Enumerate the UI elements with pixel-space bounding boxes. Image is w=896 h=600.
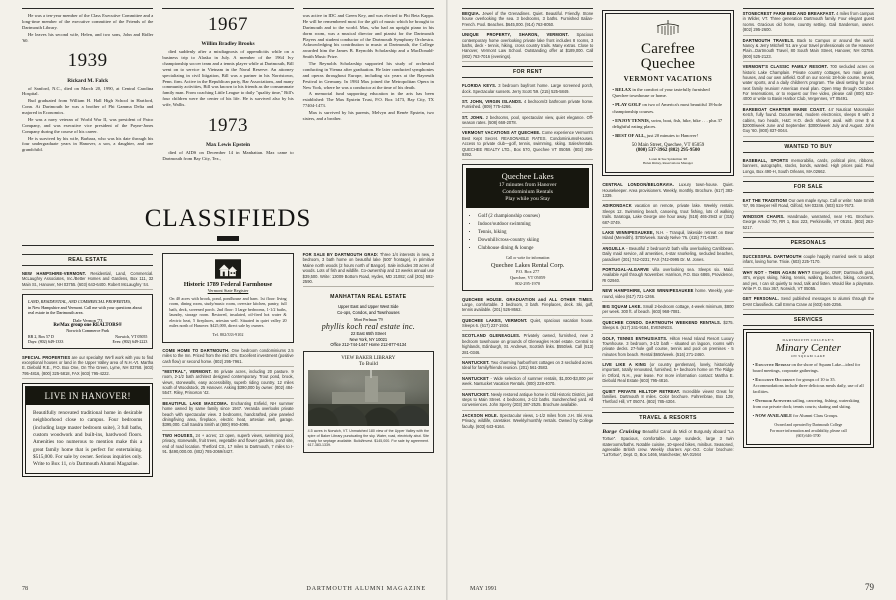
quechee-lakes-header	[466, 168, 589, 207]
classified-ad[interactable]	[162, 367, 293, 399]
ad-lead: QUECHEE HOUSE. GRADUATION and ALL OTHER TIMES.	[462, 296, 594, 302]
column-rule	[162, 8, 293, 9]
agency-phone-eves[interactable]: Eves: (802) 649-2223	[112, 338, 148, 344]
classified-ad[interactable]	[602, 265, 733, 286]
ad-body: - Wide selection of summer rentals, $1,000-$3,000 per week. Nantucket Vacation Rentals. (800) 228-4070.	[462, 375, 594, 387]
ad-lead: UNIQUE PROPERTY, SHARON, VERMONT.	[462, 32, 569, 38]
ad-body: Enchanting Enfield, NH summer home owned by same family since 1947. Veranda overlooks private beach with spectacular view. 3 bedrooms, handcrafted, pine paneled dining/living area, fireplace, electric heat, artesian well, garage. $395,000. Call Sandra Smith at (800) 950-4095.	[162, 400, 294, 428]
ad-body: 4 miles from campus in Wilder, VT. Three generation Dartmouth family. Four elegant guest rooms. Gracious old home, country setting. Gail Sanderson, owner. (802) 295-2600.	[742, 11, 874, 33]
classified-ad[interactable]	[743, 212, 874, 233]
ad-body: Incredible views! Great for families. Dartmouth 8 miles. Color brochure. Fahrenbrae, Box 129, Thetford Hill, VT 05074. (802) 785-4304.	[602, 388, 734, 405]
ad-body: 2 bedrooms, pool, spectacular view, quiet elegance. Off-season rates. (508) 668-2078.	[462, 114, 594, 126]
ad-lead: ANGUILLA	[602, 245, 625, 251]
classified-ad[interactable]	[743, 268, 874, 295]
classified-ad[interactable]	[462, 390, 593, 411]
agency-name: Re/Max group one REALTORS®	[53, 322, 122, 328]
obit-text: died suddenly after a misdiagnosis of appendicitis while on a business trip to Alaska in July. A member of the 1964 Ivy championship soccer team and a tennis player while at Dartmouth, Bill went on to service in Vietnam in the Naval Reserve. An attorney specializing in civil litigation, Bill was a partner in his Norristown, Penn. firm. Active in the Republican party, Bar Associations, and many community activities, Bill was known to his friends as the consummate family man. From coaching Little League to daily "quality time," Bill's four children were the center of his life. He is survived also by his wife, Wallis.	[162, 49, 294, 108]
ad-body: Send published messages to alumni through the DAM Classifieds. Call Emma Crane at (603) 646-2256.	[742, 296, 874, 307]
carefree-quechee-manager: Helen Rimey, Reservations Manager	[643, 161, 693, 166]
ad-body: 44' Nauticat Motorsailer Ketch, fully found. Documented, modern electronics, sleeps 8 with 3 cabins, two heads, H&C H.O. deck shower; avail. with crew $ & $2000/week June and September. $3000/week July and August. John Guy '60. (800) 837-0044.	[742, 106, 874, 134]
classified-ad[interactable]	[162, 399, 293, 431]
obit-text: A memorial fund supporting education in the arts has been established: The Max Epstein Trust, P.O. Box 1473, Bay City, TX 77404-1473.	[302, 91, 434, 109]
baker-library-photo	[308, 370, 429, 426]
category-heading-personals: PERSONALS	[743, 237, 874, 249]
ad-body: memorabilia, cards, political pins, ribbons, banners, autographs, stocks, bonds, wanted. High prices paid. Paul Longo, Box 490-H, South Orleans, MA 02662.	[742, 157, 874, 174]
ad-column-2	[162, 250, 293, 481]
obit-text: The Reynolds Scholarship supported his study of orchestral conducting in Vienna after graduation. He later conducted symphonies and operas throughout Europe, including six years at the Bayreuth Festival in Germany. In 1984 Max joined the Metropolitan Opera in New York, where he was a conductor at the time of his death.	[302, 61, 434, 90]
ad-lead: BIG SQUAM LAKE.	[602, 303, 642, 309]
ad-lead: EAT THE TRADITION!	[742, 197, 788, 203]
quechee-lakes-display-ad[interactable]	[462, 164, 593, 290]
quechee-lakes-phone[interactable]: 802-295-1970	[515, 280, 541, 286]
ad-lead: SUCCESSFUL DARTMOUTH	[742, 253, 802, 259]
ad-column-4	[462, 8, 593, 460]
amenity-item: • Golf (2 championship courses)	[478, 213, 585, 221]
amenity-item: • Tennis, hiking	[478, 229, 585, 237]
ad-lead: ST. JOHN.	[462, 114, 484, 120]
minary-feature-4: • NOW AVAILABLE for Alumni Class Groups.	[752, 412, 839, 418]
minary-center-display-ad[interactable]	[743, 329, 874, 448]
classified-ad[interactable]	[743, 294, 874, 310]
farmhouse-ad-phone[interactable]: Tel. 802/333-9102	[212, 331, 244, 337]
ad-lead: DARTMOUTH TRAVELS.	[742, 37, 795, 43]
category-heading-manhattan: MANHATTAN REAL ESTATE	[330, 294, 407, 301]
classified-ad[interactable]	[462, 316, 593, 332]
manhattan-agency-logo: phyllis koch real estate inc.	[321, 322, 415, 332]
ad-lead: LAKE WINNIPESAUKEE,	[602, 230, 655, 236]
classified-ad[interactable]	[602, 302, 733, 318]
ad-body: Newly restored antique home in Old Historic District, just steps to Main Street. 4 bedrooms, 2-1/2 baths. Sundrenched yard. All conveniences. John Sperry (203) 387-2525. Brochure available.	[462, 391, 594, 408]
minary-kicker: DARTMOUTH COLLEGE'S	[782, 338, 835, 343]
library-ad-caption: 4.5 acres in Norwich, VT. Unmatched 180 view of the Upper Valley with the spire of Baker Library punctuating the sky. Water, road, electricity abut. Site ready for septage available. Build/invest. $145,000. For sale by agreement. 617-383-1339.	[307, 429, 429, 448]
ad-body: Back to Campus or around the world. Nancy & Jerry Mitchell '51 are your travel professionals on the Hanover Plain...Dartmouth Travel, 80 South Main Street, Hanover, NH 03755. (800) 525-2123.	[742, 37, 874, 59]
quechee-benefit-3: • ENJOY TENNIS, swim, boat, fish, hike, bike . . . plus 37 delightful eating places.	[612, 117, 723, 129]
classified-ad[interactable]	[602, 334, 733, 361]
ad-lead: GET PERSONAL.	[742, 296, 779, 302]
quechee-lakes-amenities	[466, 208, 589, 253]
obituary-column-1	[22, 8, 153, 204]
classified-ad[interactable]	[462, 331, 593, 358]
house-icon	[215, 259, 241, 279]
ad-lead: TWO HOUSES,	[162, 432, 194, 438]
ad-body: Spacious contemporary home overlooking private lake front includes 8 rooms, 3 baths, deck - tennis, hiking, cross country trails. Many extras. Close to Hanover, Vermont Law School. Outstanding offer at $189,000. Call (802) 763-7016 (evenings).	[462, 32, 594, 59]
ad-lead: SPECIAL PROPERTIES	[22, 354, 71, 360]
manhattan-agent-name: Mort Perlman '79	[353, 316, 383, 322]
ad-body: Two charming harborfront cottages on 3 secluded acres. Ideal for family/friends reunion. (201) 561-3583.	[462, 360, 594, 371]
classified-ad[interactable]	[462, 295, 593, 316]
ad-column-5	[602, 8, 733, 460]
ad-lead: PORTUGAL-ALGARVE	[602, 267, 650, 272]
farmhouse-ad-subtitle: Vermont State Register	[207, 288, 249, 293]
left-page-footer	[0, 585, 448, 592]
quechee-benefit-1: • RELAX in the comfort of your tastefully furnished Quechee townhouse or home.	[612, 87, 710, 99]
ad-lead: JACKSON HOLE.	[462, 412, 499, 418]
classifieds-banner	[22, 206, 434, 246]
ad-column-3	[303, 250, 434, 481]
obituaries-section	[22, 8, 434, 204]
obit-text: of Sanford, N.C., died on March 20, 1990, at Central Carolina Hospital.	[22, 85, 154, 97]
classified-ad[interactable]	[462, 374, 593, 390]
class-year-heading: 1939	[67, 50, 108, 72]
benefit-body: in the comfort of your tastefully furnished Quechee townhouse or home.	[612, 87, 710, 99]
ad-lead: BEQUIA.	[462, 11, 481, 16]
ad-body: Energetic, DWF, Dartmouth grad, 40's, enjoys skiing, hiking, tennis, walking, beaches, biking, concerts, and yes, I can sit quietly to read, talk and listen. Would like a playmate. Write P. O. Box 367, Norwich, VT 05055.	[742, 269, 874, 291]
ad-body: Handmade, warranted, near I-91. Brochure. George Arnold '70, RR 1, Box 223, Perkinsville, VT 05151. (802) 263-5217.	[742, 213, 874, 230]
ad-lead: CENTRAL LONDON/BELGRAVIA.	[602, 182, 675, 188]
classified-ad[interactable]	[602, 427, 733, 460]
amenity-item: • Clubhouse dining & lounge	[478, 245, 585, 253]
classified-ad[interactable]	[743, 156, 874, 177]
classified-ad[interactable]	[462, 358, 593, 374]
category-heading-for-sale: FOR SALE	[743, 181, 874, 193]
ad-lead: FOR SALE BY DARTMOUTH GRAD:	[302, 252, 379, 257]
obituary-column-2	[162, 8, 293, 204]
banner-rule	[22, 245, 434, 246]
agent-name: Dale Vernon '73	[72, 317, 103, 323]
ad-lead: NANTUCKET	[462, 375, 489, 381]
ad-body: Hilton Head Island Resort Luxury Townhouse. 3 bedroom, 3-1/2 bath - situated on lagoon, rooms with private decks. 27-hole golf course, tennis and pool on premises - 5 minutes from beach. Rental $650/week. (516) 271-2460.	[602, 335, 734, 357]
carefree-quechee-subtitle: VERMONT VACATIONS	[623, 75, 713, 83]
agency-phone-days[interactable]: Days: (802) 649-1333	[28, 338, 64, 344]
minary-feature-1: • Executive Retreat on the shore of Squam Lake—ideal for board meetings, corporate gatherings.	[752, 362, 861, 374]
left-page-ad-columns	[22, 250, 434, 481]
class-year-heading: 1967	[207, 14, 248, 35]
deceased-name: Max Lewis Epstein	[205, 142, 250, 149]
classified-ad[interactable]	[462, 128, 593, 160]
manhattan-ad-sub1: Upper East and Upper West Side	[338, 304, 399, 310]
quechee-lakes-corp: Quechee Lakes Rental Corp.	[490, 261, 565, 269]
classified-ad[interactable]	[462, 30, 593, 62]
feature-body: for groups of 10 to 35. Accommodations include three delicious meals daily, use of all facilities.	[752, 377, 864, 394]
carefree-quechee-phone[interactable]: (800) 537-3962 (802) 295-9500	[636, 148, 700, 154]
quechee-lakes-call-note: Call or write for information	[505, 255, 550, 260]
amenity-item: • Indoor/outdoor swimming	[478, 221, 585, 229]
category-heading-for-rent: FOR RENT	[462, 66, 593, 78]
quechee-chandelier-icon	[612, 20, 723, 41]
ad-body: 4 bedroom/3 bathroom private home. Furnished. (809) 775-4266.	[462, 98, 594, 110]
classified-ad[interactable]	[462, 411, 593, 431]
ad-body: couple happily married seek to adopt infant, loving home. Trixie. (603) 225-7170.	[742, 253, 874, 265]
quechee-benefit-4: • BEST OF ALL, just 20 minutes to Hanover!	[612, 133, 699, 139]
category-heading-travel-resorts: TRAVEL & RESORTS	[602, 412, 733, 424]
carefree-quechee-address: 50 Main Street, Quechee, VT 05059	[631, 143, 705, 149]
ad-lead: WINDSOR CHAIRS.	[742, 213, 785, 219]
minary-location: ON SQUAM LAKE	[791, 354, 826, 359]
ad-body: 3 bedroom bayfront home. Large screened porch, dock. Spectacular sunsets. Jerry Scott '59. (215) 525-5849.	[462, 83, 594, 94]
ad-body: vacation on remote, private lake. Weekly rentals. Sleeps 12. Swimming beach, canoeing, trout fishing, lots of walking trails. Saratoga, Lake George one hour away. (518) 465-2943 or (315) 687-3749.	[602, 203, 734, 225]
ad-column-1	[22, 250, 153, 481]
classified-ad[interactable]	[602, 228, 733, 244]
ad-lead: BAREBOAT CHARTER MAINE COAST.	[742, 106, 826, 112]
classified-ad[interactable]	[602, 201, 733, 228]
ad-lead: ADIRONDACK	[602, 203, 632, 209]
ad-body: Our own maple syrup. Call or write: Nate Smith '67, 95 Steeper Hill Road, Gilford, NH 03246. (603) 524-7673.	[742, 197, 874, 209]
classified-ad[interactable]	[743, 252, 874, 268]
obit-text: He was a navy veteran of World War II, was president of Patco Company, and was executive vice president of the Payne-Jones Company during the course of his career.	[22, 116, 154, 134]
magazine-name-footer: DARTMOUTH ALUMNI MAGAZINE	[306, 585, 426, 592]
ad-body: $275. Sleeps 6. (617) 241-9184, EVENINGS.	[602, 319, 734, 331]
classified-ad[interactable]	[602, 318, 733, 334]
ad-column-6	[743, 8, 874, 460]
ad-body: villa overlooking sea. Sleeps six. Maid. Available April through November. Harrison, P.O. Box 6865, Providence, RI 02940.	[602, 267, 734, 283]
ad-body: - Beautiful 2 bedroom/2 bath villa overlooking Carribbean. Daily maid service, all amenities, 4-star snorkeling, secluded beaches, paradise!! (301) 742-0231; FAX (742-0995 Dr. M. Jones.	[602, 245, 734, 262]
quechee-lakes-name: Quechee Lakes	[501, 171, 554, 182]
classified-ad[interactable]	[602, 286, 733, 302]
minary-feature-3: • Outdoor Activities sailing, canoeing, fishing, waterskiing from our private dock; tennis courts; skating and skiing.	[752, 397, 860, 409]
classified-ad[interactable]	[743, 36, 874, 63]
ad-body: 86 private acres, including 20 pasture. 9 room, 2-1/2 bath architect designed contemporary. Trout pond, brook, views, stonewalls, easy accessibility, superb riding country. 12 miles south of Woodstock, 25 Hanover. Asking $390,000 by owner. (802) 484-5547. Riley, Princeton '42.	[162, 368, 294, 396]
class-year-heading: 1973	[207, 114, 248, 136]
classified-ad[interactable]	[743, 105, 874, 137]
classified-ad[interactable]	[303, 250, 434, 287]
ad-body: (or country gentleman), lovely, historically important, totally renovated, furnished, 5+ bedroom home on The Ridge in Orford, N.H., year lease. For more information contact: Martha E. Diebold Real Estate (603) 795-4816.	[602, 362, 734, 384]
category-heading-wanted-to-buy: WANTED TO BUY	[743, 141, 874, 153]
quechee-lakes-line3: Play while you Stay	[505, 195, 551, 202]
ad-body: in New Hampshire and Vermont. Call me with your questions about real estate in the Dartmouth area.	[28, 304, 142, 316]
classified-ad[interactable]	[462, 113, 593, 129]
feature-body: on the shore of Squam Lake—ideal for board meetings, corporate gatherings.	[752, 362, 861, 374]
feature-lead: Executive Retreat	[755, 362, 791, 368]
agency-address-left: RR 2, Box 57 D	[28, 333, 54, 339]
ad-lead: NANTUCKET.	[462, 360, 490, 366]
ad-body: Beautiful Canal du Midi or Burgundy aboard "La Tortue". Spacious, comfortable. Large sundeck, large 3 twin staterooms/baths. Notable cuisine, 10-speed bikes, minibus. Seasoned, agreeable British crew. Weekly charters Apr.-Oct. Color brochure: "LaTortue", Dept. D, Box 1466, Manchester, MA 01944	[602, 428, 734, 458]
column-rule	[22, 8, 153, 9]
carefree-quechee-display-ad[interactable]	[602, 10, 733, 176]
ad-body: are our specialty! We'll work with you to find exceptional houses or land in the Upper Valley area of N.H.-Vt. Martha E. Diebold R.E., P.O. Box One, On The Green, Lyme, NH 03768. (603) 795-4816, (800) 325-5818, FAX (603) 795-4222.	[22, 354, 154, 376]
farmhouse-display-ad[interactable]	[162, 253, 293, 343]
right-page-footer	[448, 582, 896, 592]
ad-body: Jewel of the Grenadines. Quiet. Beautiful. Friendly. Stone house overlooking the sea. 3 bedrooms, 3 baths. Furnished Italian-French. Pool. Beaches. $645,000. (914) 763-8050.	[462, 11, 594, 27]
benefit-body: swim, boat, fish, hike, bike . . . plus 37 delightful eating places.	[612, 117, 723, 129]
ad-body: 700 secluded acres on historic Lake Champlain. Private country cottages, two main guest houses, and our own airfield. Golf on our scenic 18-hole course, tennis, water sports, and a daily children's program. The ideal setting for your next family reunion! American meal plan. Open May through October. For reservations, or to request our free video, please call (800) 622-4000 or write to Basin Harbor Club, Vergennes, VT 05491.	[742, 64, 874, 102]
minary-feature-2: • Exclusive Occupancy for groups of 10 to 35. Accommodations include three delicious meals daily, use of all facilities.	[752, 377, 864, 394]
ad-lead: BASEBALL, SPORTS	[742, 157, 789, 163]
right-page-ad-columns	[462, 8, 874, 460]
minary-contact-note: For more information and availability, please call	[769, 428, 847, 433]
ad-lead: QUIET PRIVATE HILLTOP RETREAT.	[602, 388, 681, 394]
classified-ad[interactable]	[743, 196, 874, 212]
classified-ad[interactable]	[462, 8, 593, 30]
minary-owner-line: Owned and operated by Dartmouth College	[774, 422, 843, 427]
library-ad-title: VIEW BAKER LIBRARY	[341, 356, 396, 362]
benefit-lead: BEST OF ALL,	[615, 133, 646, 139]
ad-body: Residential, Land, Commercial. McLaughry Associates, Inc./Better Homes and Gardens, Box 111, 32 Main St., Hanover, NH 03755. (603) 643-6400. Robert McLaughry '44.	[22, 271, 154, 287]
ad-lead: GOLF, TENNIS ENTHUSIASTS.	[602, 335, 668, 341]
quechee-benefit-2: • PLAY GOLF on two of America's most beautiful 18-hole championship courses.	[612, 102, 722, 114]
manhattan-address-1: 22 East 65th Street	[350, 331, 386, 337]
quechee-lakes-line1: 17 minutes from Hanover	[498, 181, 557, 188]
ad-lead: QUECHEE CONDO. DARTMOUTH WEEKEND RENTALS.	[602, 319, 722, 325]
carefree-quechee-owners: Loren & Sue Spiderman '48	[649, 157, 687, 162]
obit-text: He was a ten-year member of the Class Executive Committee and a long-time member of the executive committee of the Friends of the Dartmouth Library.	[22, 13, 154, 30]
classified-ad[interactable]	[602, 387, 733, 408]
right-page	[448, 0, 896, 600]
classified-ad[interactable]	[462, 97, 593, 113]
ad-lead: NEW HAMPSHIRE, LAKE WINNIPESAUKEE	[602, 288, 694, 294]
agency-location: Norwich Commerce Park	[66, 327, 110, 333]
farmhouse-ad-title: Historic 1789 Federal Farmhouse	[183, 281, 273, 288]
manhattan-phone[interactable]: Office 212-744-1447 Home 212-877-6134	[330, 341, 407, 347]
benefit-lead: RELAX	[615, 87, 632, 92]
column-rule	[303, 8, 434, 9]
ad-lead: WHY NOT - THEN AGAIN WHY?	[742, 269, 811, 275]
deceased-name: Rickard M. Falck	[67, 77, 109, 84]
ad-body: Privately owned, furnished, new 2 bedroom townhouse on grounds of Gleneagles Hotel estate. Central to highlands, Edinburgh, St. Andrews, Scottish links. $550/wk. Call (513) 281-0346.	[462, 333, 594, 355]
ad-lead: VERMONT'S CLASSIC FAMILY RESORT.	[742, 64, 829, 70]
feature-lead: Outdoor Activities	[755, 397, 792, 403]
manhattan-ad-sub2: Co-ops, Condos, and Townhouses	[337, 309, 400, 315]
ad-body: Spectacular views, 1-1/2 miles from J.H. Ski Area. Privacy, wildlife, caretaker. Weekly/monthly rentals. Owned by College faculty. (603) 643-6164.	[462, 412, 594, 429]
ad-lead: LAND, RESIDENTIAL, AND COMMERCIAL PROPERTIES,	[28, 299, 132, 305]
classified-ad[interactable]	[602, 360, 733, 387]
library-ad-subtitle: To Build	[358, 361, 378, 368]
obit-text: Max is survived by his parents, Melvyn and Renée Epstein, two sisters, and a brother.	[302, 110, 434, 121]
benefit-body: just 20 minutes to Hanover!	[645, 133, 699, 139]
classified-ad[interactable]	[22, 269, 153, 290]
ad-body: N.H. - Tranquil, lakeside retreat on Bear Island (Meredith). $700/week. Sandy Nelve '76. (415) 771-6397.	[602, 230, 734, 241]
obit-text: He is survived by his wife, Barbara, who was his date through his four undergraduate years in Hanover, a son, a daughter, and one grandchild.	[22, 135, 154, 153]
ad-lead: "MISTRAL", VERMONT.	[162, 368, 212, 374]
hanover-ad-body: Beautifully renovated traditional home in desirable neighborhood close to campus. Four bedrooms (including large master bedroom suite), 3 full baths, custom woodwork and built-ins, hardwood floors. Amenities too numerous to mention make this a great family home that is perfect for entertaining. $515,000. For sale by owner. Serious inquiries only. Write to Box 11, c/o Dartmouth Alumni Magazine.	[33, 410, 143, 468]
ad-body: One bedroom condominiums 2.5 miles to the Inn. Priced from the mid 40's. Excellent investment (positive cash flow) or second home. (802) 295-7961.	[162, 347, 294, 364]
obit-text: died of AIDS on December 14 in Manhattan. Max came to Dartmouth from Bay City, Tex.,	[162, 150, 294, 162]
feature-body: for Alumni Class Groups.	[792, 412, 839, 418]
quechee-lakes-address-1: P.O. Box 277	[515, 268, 540, 274]
classified-ad[interactable]	[743, 8, 874, 36]
agency-address-right: Norwich, VT 05055	[115, 333, 148, 339]
baker-library-display-ad[interactable]	[303, 351, 434, 453]
benefit-lead: PLAY GOLF	[615, 102, 642, 108]
farmhouse-ad-body: On 40 acres with brook, pond, pondhouse and barn. 1st floor: living room, dining room, study/music room, oversize kitchen, pantry, full bath, deck, screened porch. 2nd floor: 3 large bedrooms, 1-1/2 baths, laundry, storage room. Restored, insulated, oil-fired hot water & electric heat, 5 fireplaces, artesian well. Situated in quiet valley 20 miles north of Hanover. $425,000, direct sale by owners.	[169, 296, 287, 329]
ad-lead: LIVE LIKE A KING	[602, 362, 647, 368]
classified-ad[interactable]	[602, 244, 733, 265]
feature-lead: NOW AVAILABLE	[755, 412, 793, 418]
ad-lead: BEAUTIFUL LAKE MASCOMA.	[162, 400, 229, 406]
feature-lead: Exclusive Occupancy	[755, 377, 796, 383]
category-heading-services: SERVICES	[743, 314, 874, 326]
page-number-left: 78	[22, 586, 28, 592]
classified-ad[interactable]	[162, 431, 293, 457]
classified-ad[interactable]	[743, 62, 874, 105]
classified-ad[interactable]	[462, 81, 593, 97]
obit-text: was active in IDC and Green Key, and was elected to Phi Beta Kappa. He will be remembered most for the gift of music which he brought to Dartmouth and to the world. Max, who had an upright piano in his dorm room, was a musical director and pianist for the Dartmouth Players and student conductor of the Dartmouth Symphony Orchestra. Acknowledging his contribution to music at Dartmouth, the College awarded him the James B. Reynolds Scholarship and a MacDonald-Smith Music Prize.	[302, 13, 434, 60]
deceased-name: Willim Bradley Brooks	[201, 41, 255, 48]
benefit-lead: ENJOY TENNIS,	[615, 117, 650, 123]
ad-lead: FLORIDA KEYS.	[462, 83, 497, 89]
hanover-ad-title: LIVE IN HANOVER!	[26, 387, 149, 405]
ad-lead: STONECREST FARM BED AND BREAKFAST.	[742, 11, 835, 16]
classifieds-title: CLASSIFIEDS	[144, 205, 312, 232]
benefit-body: on two of America's most beautiful 18-hole championship courses.	[612, 102, 722, 114]
ad-body: Come experience Vermont's Best Kept Secret. REASONABLE RATES. Condominiums/Houses. Access to private club—golf, tennis, swimming, skiing. Sales/rentals. QUECHEE REALTY LTD., Box 570, Quechee VT 05059. (802) 295-9392.	[462, 130, 594, 158]
ad-body: home. Weekly, year-round, video (617) 721-1266.	[602, 288, 734, 299]
live-in-hanover-display-ad[interactable]	[22, 383, 153, 477]
ad-body: Small 2-bedroom cottage, 4-week minimum, $800 per week. 300 ft. of beach. (603) 968-7081.	[602, 303, 734, 315]
ad-lead: QUECHEE LAKES, VERMONT.	[462, 317, 528, 323]
minary-phone[interactable]: (603) 646-3700	[796, 434, 821, 439]
obit-text: Bud graduated from William H. Hall High School in Hartford, Conn. At Dartmouth he was a brother of Phi Gamma Delta and majored in Economics.	[22, 98, 154, 116]
amenity-item: • Downhill/cross-country skiing	[478, 237, 585, 245]
classified-ad[interactable]	[22, 353, 153, 380]
ad-body: Three 1/4 interests in new, 3 bedroom, 3 bath home on beautiful lake (500' frontage), in primitive Maine north woods (2 hours north of Bangor). Sale includes 30 acres of woods. Lots of fish and wildlife. Co-ownership and 13 weeks annual use $39,500. Write: 13009 Bottom Road, Hydes, MD 21082; call (301) 592-2590.	[302, 252, 434, 284]
manhattan-address-2: New York, NY 10021	[349, 336, 388, 342]
quechee-lakes-line2: Condominium Rentals	[502, 188, 553, 195]
ad-lead: SCOTLAND GLENEAGLES.	[462, 333, 521, 339]
feature-body: sailing, canoeing, fishing, waterskiing from our private dock; tennis courts; skating and skiing.	[752, 397, 860, 409]
ad-lead: VERMONT VACATIONS AT QUECHEE.	[462, 130, 541, 136]
classified-ad[interactable]	[162, 346, 293, 367]
obituary-column-3	[303, 8, 434, 204]
obit-text: He leaves his second wife, Helen, and two sons, John and Ridler '60.	[22, 31, 154, 43]
category-heading-real-estate: REAL ESTATE	[22, 254, 153, 266]
ad-lead: NEW HAMPSHIRE-VERMONT.	[22, 271, 87, 276]
issue-date-footer: MAY 1991	[470, 586, 497, 592]
ad-lead: Barge Cruising	[602, 428, 641, 435]
page-number-right: 79	[865, 582, 874, 592]
ad-body: Large, comfortable. 3 bedroom, 3 bath. Fireplaces, deck. Ski, golf, tennis available. (201) 526-8662.	[462, 301, 594, 313]
ad-lead: NANTUCKET.	[462, 391, 490, 397]
banner-dash-ornament	[217, 236, 239, 241]
dale-vernon-display-ad[interactable]	[22, 294, 153, 348]
minary-center-name: Minary Center	[775, 342, 841, 355]
quechee-lakes-address-2: Quechee, VT 05059	[510, 274, 546, 280]
ad-lead: COME HOME TO DARTMOUTH.	[162, 347, 230, 353]
ad-body: 24 + acres; 13 open, superb views, swimming pool, privacy, stonewalls, fruit trees, vegetable and flower gardens, pond site, end of road location. Thetford Ctr., 17 miles to Dartmouth, 7 miles to I-91. $490,000.00. (802) 785-2069/4427.	[162, 432, 294, 454]
carefree-quechee-name: Carefree Quechee	[640, 41, 696, 72]
ad-lead: ST. JOHN, VIRGIN ISLANDS.	[462, 98, 523, 104]
ad-body: Luxury town-house. Quiet. Housekeeper. Area provisioners. Weekly, monthly. Brochure. (617) 383-1339.	[602, 182, 734, 199]
classified-ad[interactable]	[602, 180, 733, 201]
ad-body: Quiet, spacious vacation house. Sleeps 6. (617) 237-1934.	[462, 317, 594, 329]
